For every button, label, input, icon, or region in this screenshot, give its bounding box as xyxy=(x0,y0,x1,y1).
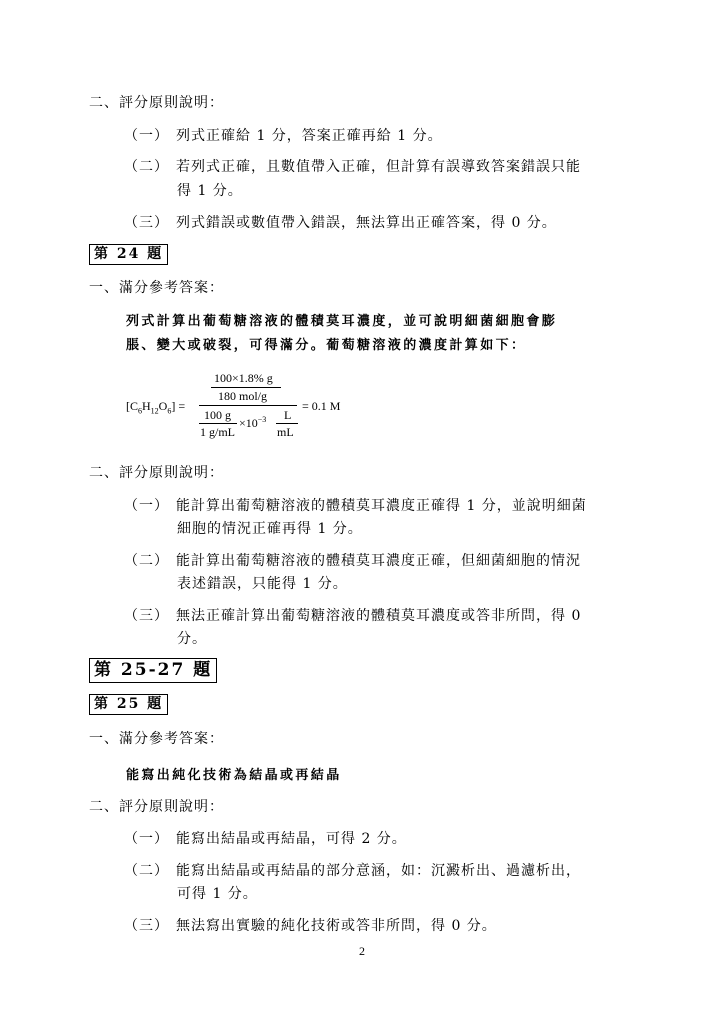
criteria-item xyxy=(124,828,407,848)
denominator-bottom: 1 g/mL xyxy=(200,425,235,439)
unit-bottom: mL xyxy=(277,425,294,439)
denominator-multiplier: $\times 10^{-3}$ xyxy=(239,415,267,430)
item-text: 能計算出葡萄糖溶液的體積莫耳濃度正確，但細菌細胞的情況 xyxy=(176,553,581,569)
item-text: 無法寫出實驗的純化技術或答非所問，得 0 分。 xyxy=(176,918,497,934)
item-marker: （二） xyxy=(124,553,169,569)
item-text: 列式錯誤或數值帶入錯誤，無法算出正確答案，得 0 分。 xyxy=(176,215,557,231)
item-marker: （三） xyxy=(124,215,169,231)
item-text: 列式正確給 1 分，答案正確再給 1 分。 xyxy=(176,128,443,144)
page-number: 2 xyxy=(359,944,365,958)
question-label: 第 25 題 xyxy=(89,694,168,715)
denominator-bar xyxy=(199,423,237,424)
question-group-label: 第 25-27 題 xyxy=(89,658,217,683)
criteria-item xyxy=(124,915,497,935)
criteria-heading: 二、評分原則說明： xyxy=(89,465,224,481)
criteria-item xyxy=(124,860,581,880)
answer-text: 能寫出純化技術為結晶或再結晶 xyxy=(126,768,342,783)
item-marker: （三） xyxy=(124,608,169,624)
criteria-item xyxy=(124,550,581,570)
item-text: 能寫出結晶或再結晶，可得 2 分。 xyxy=(176,831,407,847)
item-text: 無法正確計算出葡萄糖溶液的體積莫耳濃度或答非所問，得 0 xyxy=(176,608,582,624)
formula-result: = 0.1 M xyxy=(302,399,341,413)
item-marker: （三） xyxy=(124,918,169,934)
item-text: 若列式正確，且數值帶入正確，但計算有誤導致答案錯誤只能 xyxy=(176,159,581,175)
unit-bar xyxy=(276,423,298,424)
item-text-continued: 分。 xyxy=(177,631,207,647)
question-label: 第 24 題 xyxy=(89,244,168,265)
item-text: 能寫出結晶或再結晶的部分意涵，如：沉澱析出、過濾析出， xyxy=(176,863,581,879)
answer-heading: 一、滿分參考答案： xyxy=(89,731,224,747)
concentration-formula xyxy=(126,368,386,444)
item-marker: （二） xyxy=(124,863,169,879)
item-marker: （一） xyxy=(124,128,169,144)
item-marker: （一） xyxy=(124,831,169,847)
item-text: 能計算出葡萄糖溶液的體積莫耳濃度正確得 1 分，並說明細菌 xyxy=(176,498,587,514)
answer-heading: 一、滿分參考答案： xyxy=(89,280,224,296)
answer-text: 列式計算出葡萄糖溶液的體積莫耳濃度，並可說明細菌細胞會膨 xyxy=(126,314,558,329)
criteria-item xyxy=(124,605,581,625)
answer-text: 脹、變大或破裂，可得滿分。葡萄糖溶液的濃度計算如下： xyxy=(126,338,527,353)
criteria-heading: 二、評分原則說明： xyxy=(89,799,224,815)
numerator-top: 100×1.8% g xyxy=(214,371,273,385)
formula-lhs: $[C_6H_{12}O_6]$ = xyxy=(126,399,186,416)
item-text-continued: 可得 1 分。 xyxy=(177,886,258,902)
criteria-item xyxy=(124,125,443,145)
item-marker: （一） xyxy=(124,498,169,514)
main-fraction-bar xyxy=(199,405,297,406)
denominator-top: 100 g xyxy=(204,408,231,422)
criteria-heading: 二、評分原則說明： xyxy=(89,95,224,111)
criteria-item xyxy=(124,156,581,176)
numerator-bottom: 180 mol/g xyxy=(218,389,268,403)
item-text-continued: 得 1 分。 xyxy=(177,183,243,199)
item-marker: （二） xyxy=(124,159,169,175)
unit-top: L xyxy=(284,408,292,422)
item-text-continued: 表述錯誤，只能得 1 分。 xyxy=(177,576,348,592)
numerator-bar xyxy=(211,387,281,388)
criteria-item xyxy=(124,212,557,232)
criteria-item xyxy=(124,495,587,515)
item-text-continued: 細胞的情況正確再得 1 分。 xyxy=(177,521,363,537)
